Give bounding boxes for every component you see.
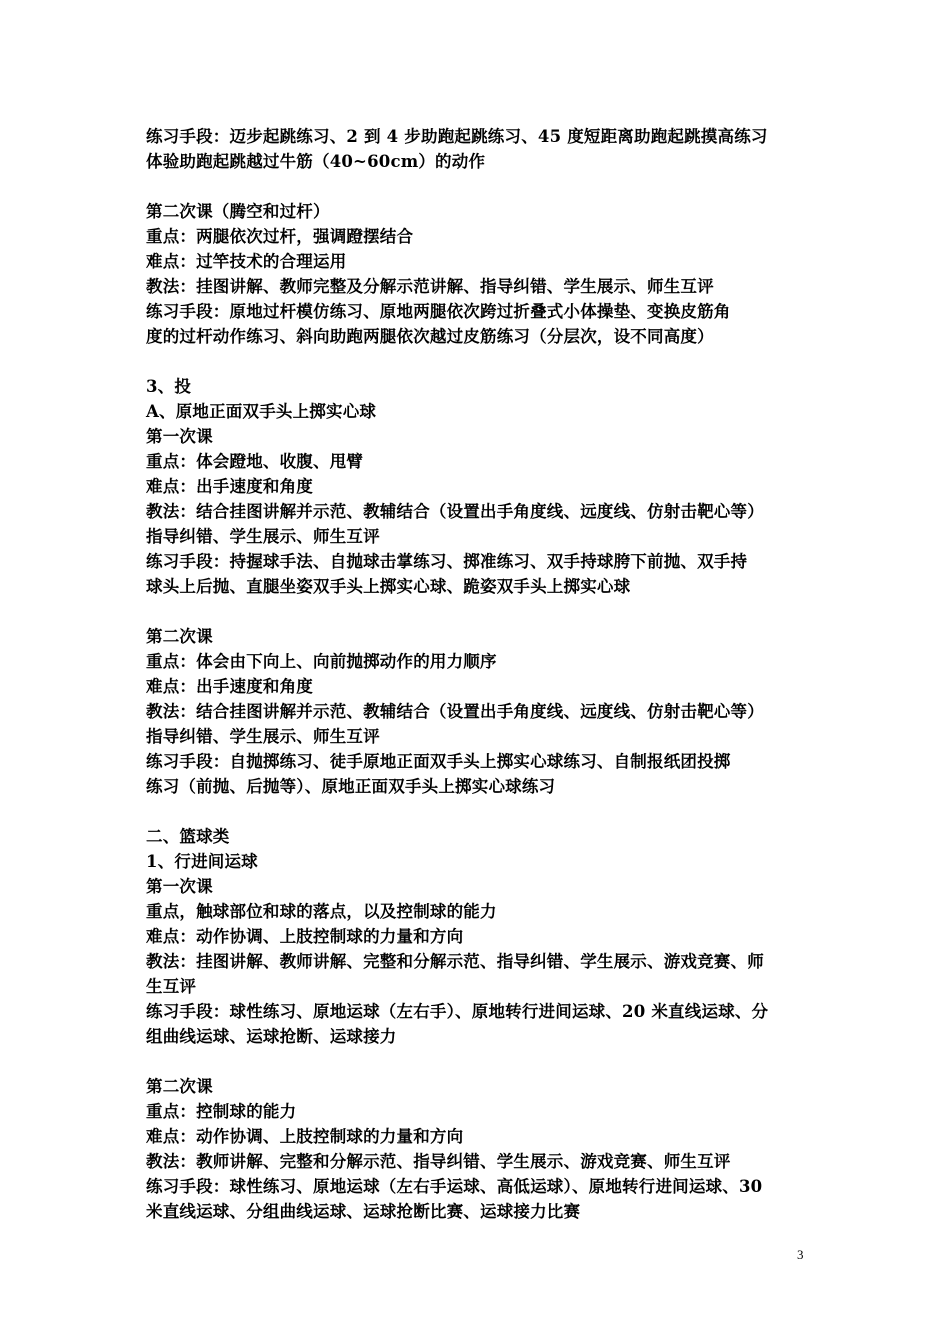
text-line: 第一次课 [146, 877, 213, 896]
text-line: 教法：挂图讲解、教师完整及分解示范讲解、指导纠错、学生展示、师生互评 [146, 277, 714, 296]
blank-line [146, 349, 810, 374]
blank-line [146, 799, 810, 824]
text-line: 第二次课 [146, 627, 213, 646]
text-line: 重点：体会蹬地、收腹、甩臂 [146, 452, 364, 471]
text-line: 米直线运球、分组曲线运球、运球抢断比赛、运球接力比赛 [146, 1202, 581, 1221]
text-line: 难点：动作协调、上肢控制球的力量和方向 [146, 1127, 464, 1146]
text-line: 第二次课（腾空和过杆） [146, 202, 330, 221]
text-line: 体验助跑起跳越过牛筋（40~60cm）的动作 [146, 152, 486, 171]
text-line: 3、投 [146, 377, 192, 396]
text-line: 重点：控制球的能力 [146, 1102, 297, 1121]
text-line: 难点：出手速度和角度 [146, 477, 313, 496]
text-line: 练习手段：球性练习、原地运球（左右手）、原地转行进间运球、20 米直线运球、分 [146, 1002, 769, 1021]
text-line: 难点：出手速度和角度 [146, 677, 313, 696]
text-line: 练习手段：球性练习、原地运球（左右手运球、高低运球）、原地转行进间运球、30 [146, 1177, 763, 1196]
text-line: 教法：教师讲解、完整和分解示范、指导纠错、学生展示、游戏竞赛、师生互评 [146, 1152, 731, 1171]
text-line: 教法：结合挂图讲解并示范、教辅结合（设置出手角度线、远度线、仿射击靶心等） [146, 702, 764, 721]
text-line: 球头上后抛、直腿坐姿双手头上掷实心球、跪姿双手头上掷实心球 [146, 577, 631, 596]
text-line: 重点，触球部位和球的落点，以及控制球的能力 [146, 902, 497, 921]
text-line: 教法：挂图讲解、教师讲解、完整和分解示范、指导纠错、学生展示、游戏竞赛、师 [146, 952, 764, 971]
text-line: 第二次课 [146, 1077, 213, 1096]
text-line: 练习手段：原地过杆模仿练习、原地两腿依次跨过折叠式小体操垫、变换皮筋角 [146, 302, 731, 321]
text-line: 第一次课 [146, 427, 213, 446]
text-line: 指导纠错、学生展示、师生互评 [146, 727, 380, 746]
text-line: 难点：动作协调、上肢控制球的力量和方向 [146, 927, 464, 946]
page-number: 3 [797, 1247, 804, 1262]
text-line: 重点：两腿依次过杆，强调蹬摆结合 [146, 227, 414, 246]
text-line: 练习手段：持握球手法、自抛球击掌练习、掷准练习、双手持球胯下前抛、双手持 [146, 552, 748, 571]
text-line: A、原地正面双手头上掷实心球 [146, 402, 377, 421]
text-line: 度的过杆动作练习、斜向助跑两腿依次越过皮筋练习（分层次，设不同高度） [146, 327, 714, 346]
blank-line [146, 599, 810, 624]
text-line: 练习手段：自抛掷练习、徒手原地正面双手头上掷实心球练习、自制报纸团投掷 [146, 752, 731, 771]
text-line: 教法：结合挂图讲解并示范、教辅结合（设置出手角度线、远度线、仿射击靶心等） [146, 502, 764, 521]
text-line: 练习（前抛、后抛等）、原地正面双手头上掷实心球练习 [146, 777, 556, 796]
document-body [146, 124, 810, 1224]
text-line: 二、篮球类 [146, 827, 230, 846]
text-line: 1、行进间运球 [146, 852, 258, 871]
text-line: 重点：体会由下向上、向前抛掷动作的用力顺序 [146, 652, 497, 671]
text-line: 指导纠错、学生展示、师生互评 [146, 527, 380, 546]
blank-line [146, 1049, 810, 1074]
text-line: 组曲线运球、运球抢断、运球接力 [146, 1027, 397, 1046]
text-line: 生互评 [146, 977, 197, 996]
text-line: 难点：过竿技术的合理运用 [146, 252, 347, 271]
text-line: 练习手段：迈步起跳练习、2 到 4 步助跑起跳练习、45 度短距离助跑起跳摸高练习 [146, 127, 768, 146]
blank-line [146, 174, 810, 199]
